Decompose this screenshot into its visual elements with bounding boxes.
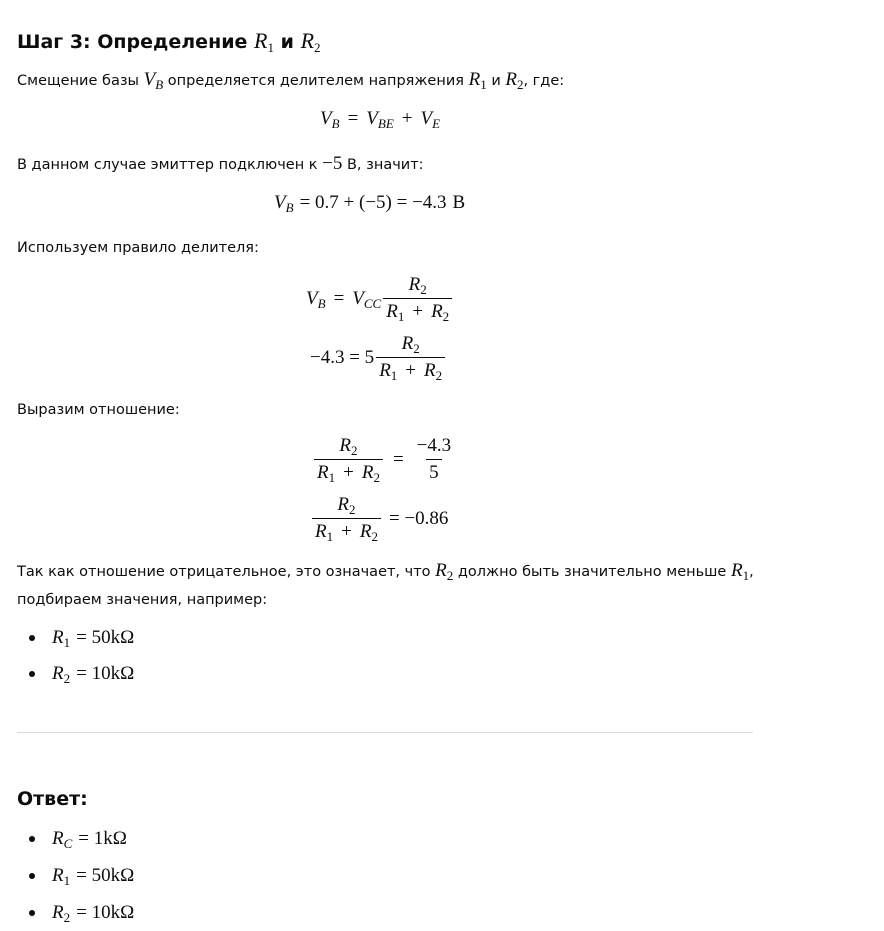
para5-line1-b: должно быть значительно меньше [457,564,727,580]
step-heading [17,28,321,54]
para1-text-b: определяется делителем напряжения [167,73,464,89]
list-item [17,620,134,656]
para2-tail: В, значит: [346,157,424,173]
step-heading-prefix: Шаг 3: Определение [17,31,248,53]
list-item-value: = 10kΩ [76,901,135,923]
equation-divider-formula: $V_B$ = $V_{CC}$ $\frac{R_2}{R_1 + R_2}$ [306,274,454,323]
list-item-symbol: $R_2$ [52,663,71,686]
para1-tail: , где: [523,73,565,89]
para4-text: Выразим отношение: [17,402,180,418]
list-item [17,656,134,692]
list-item-symbol: $R_1$ [52,864,71,888]
answer-heading-text: Ответ: [17,788,88,810]
eq4-lhs: −4.3 = 5 [310,346,375,368]
list-item-value: = 1kΩ [78,827,127,849]
eq3-equals: = [333,287,345,309]
eq5-num: −4.3 [416,435,452,456]
section-divider [17,732,753,733]
equation-divider-numeric [310,333,447,382]
bullet-icon [29,836,35,842]
fraction-r2-over-sum: $\frac{R_2}{R_1 + R_2}$ [383,274,452,323]
bullet-icon [29,873,35,879]
paragraph-vb-definition [17,66,564,95]
para1-and: и [491,73,501,89]
para2-text-a: В данном случае эмиттер подключен к [17,157,318,173]
values-list [17,620,134,692]
math-vb: $V_B$ [143,69,164,92]
para5-line1-a: Так как отношение отрицательное, это означает, что [17,564,431,580]
eq2-expression: = 0.7 + (−5) = −4.3 [299,192,447,213]
math-r1: R1 [254,28,274,55]
paragraph-emitter [17,150,424,179]
eq2-unit: В [452,192,466,213]
para1-text-a: Смещение базы [17,73,139,89]
list-item-symbol: $R_C$ [52,827,73,851]
list-item [17,857,134,894]
para5-line2: подбираем значения, например: [17,592,268,608]
math-r2: $R_2$ [435,560,454,583]
list-item-symbol: $R_1$ [52,627,71,650]
fraction-r2-over-sum: $\frac{R_2}{R_1 + R_2}$ [376,333,445,382]
eq5-den: 5 [426,459,442,484]
math-r1: $R_1$ [468,69,487,92]
answer-list [17,820,134,931]
list-item [17,820,134,857]
paragraph-conclusion [17,557,754,614]
para2-value: −5 [322,153,343,174]
para5-line1-c: , [749,564,754,580]
step-heading-and: и [280,31,294,53]
equation-ratio-fraction: $\frac{R_2}{R_1 + R_2}$ = $\frac{-4.3}{5}$ [312,435,456,484]
math-r2: R2 [300,28,321,55]
fraction-r2-over-sum: $\frac{R_2}{R_1 + R_2}$ [312,494,381,543]
para3-text: Используем правило делителя: [17,240,259,256]
fraction-r2-over-sum: $\frac{R_2}{R_1 + R_2}$ [314,435,383,484]
equation-vb-sum: $V_B$ = $V_{BE}$ + $V_E$ [320,108,441,131]
list-item-symbol: $R_2$ [52,901,71,925]
bullet-icon [29,671,35,677]
list-item-value: = 50kΩ [76,864,135,886]
equation-vb-value: $V_B$ = 0.7 + (−5) = −4.3 В [274,192,466,215]
list-item-value: = 50kΩ [76,627,135,648]
bullet-icon [29,910,35,916]
math-r1: $R_1$ [730,560,750,583]
equation-ratio-value [310,494,448,543]
list-item [17,894,134,931]
bullet-icon [29,635,35,641]
list-item-value: = 10kΩ [76,663,135,684]
eq6-rhs: = −0.86 [388,507,449,529]
paragraph-express-ratio [17,396,180,424]
answer-heading [17,788,88,810]
fraction-minus-4-3-over-5 [414,435,454,484]
paragraph-divider-rule [17,234,259,262]
math-r2: $R_2$ [505,69,524,92]
